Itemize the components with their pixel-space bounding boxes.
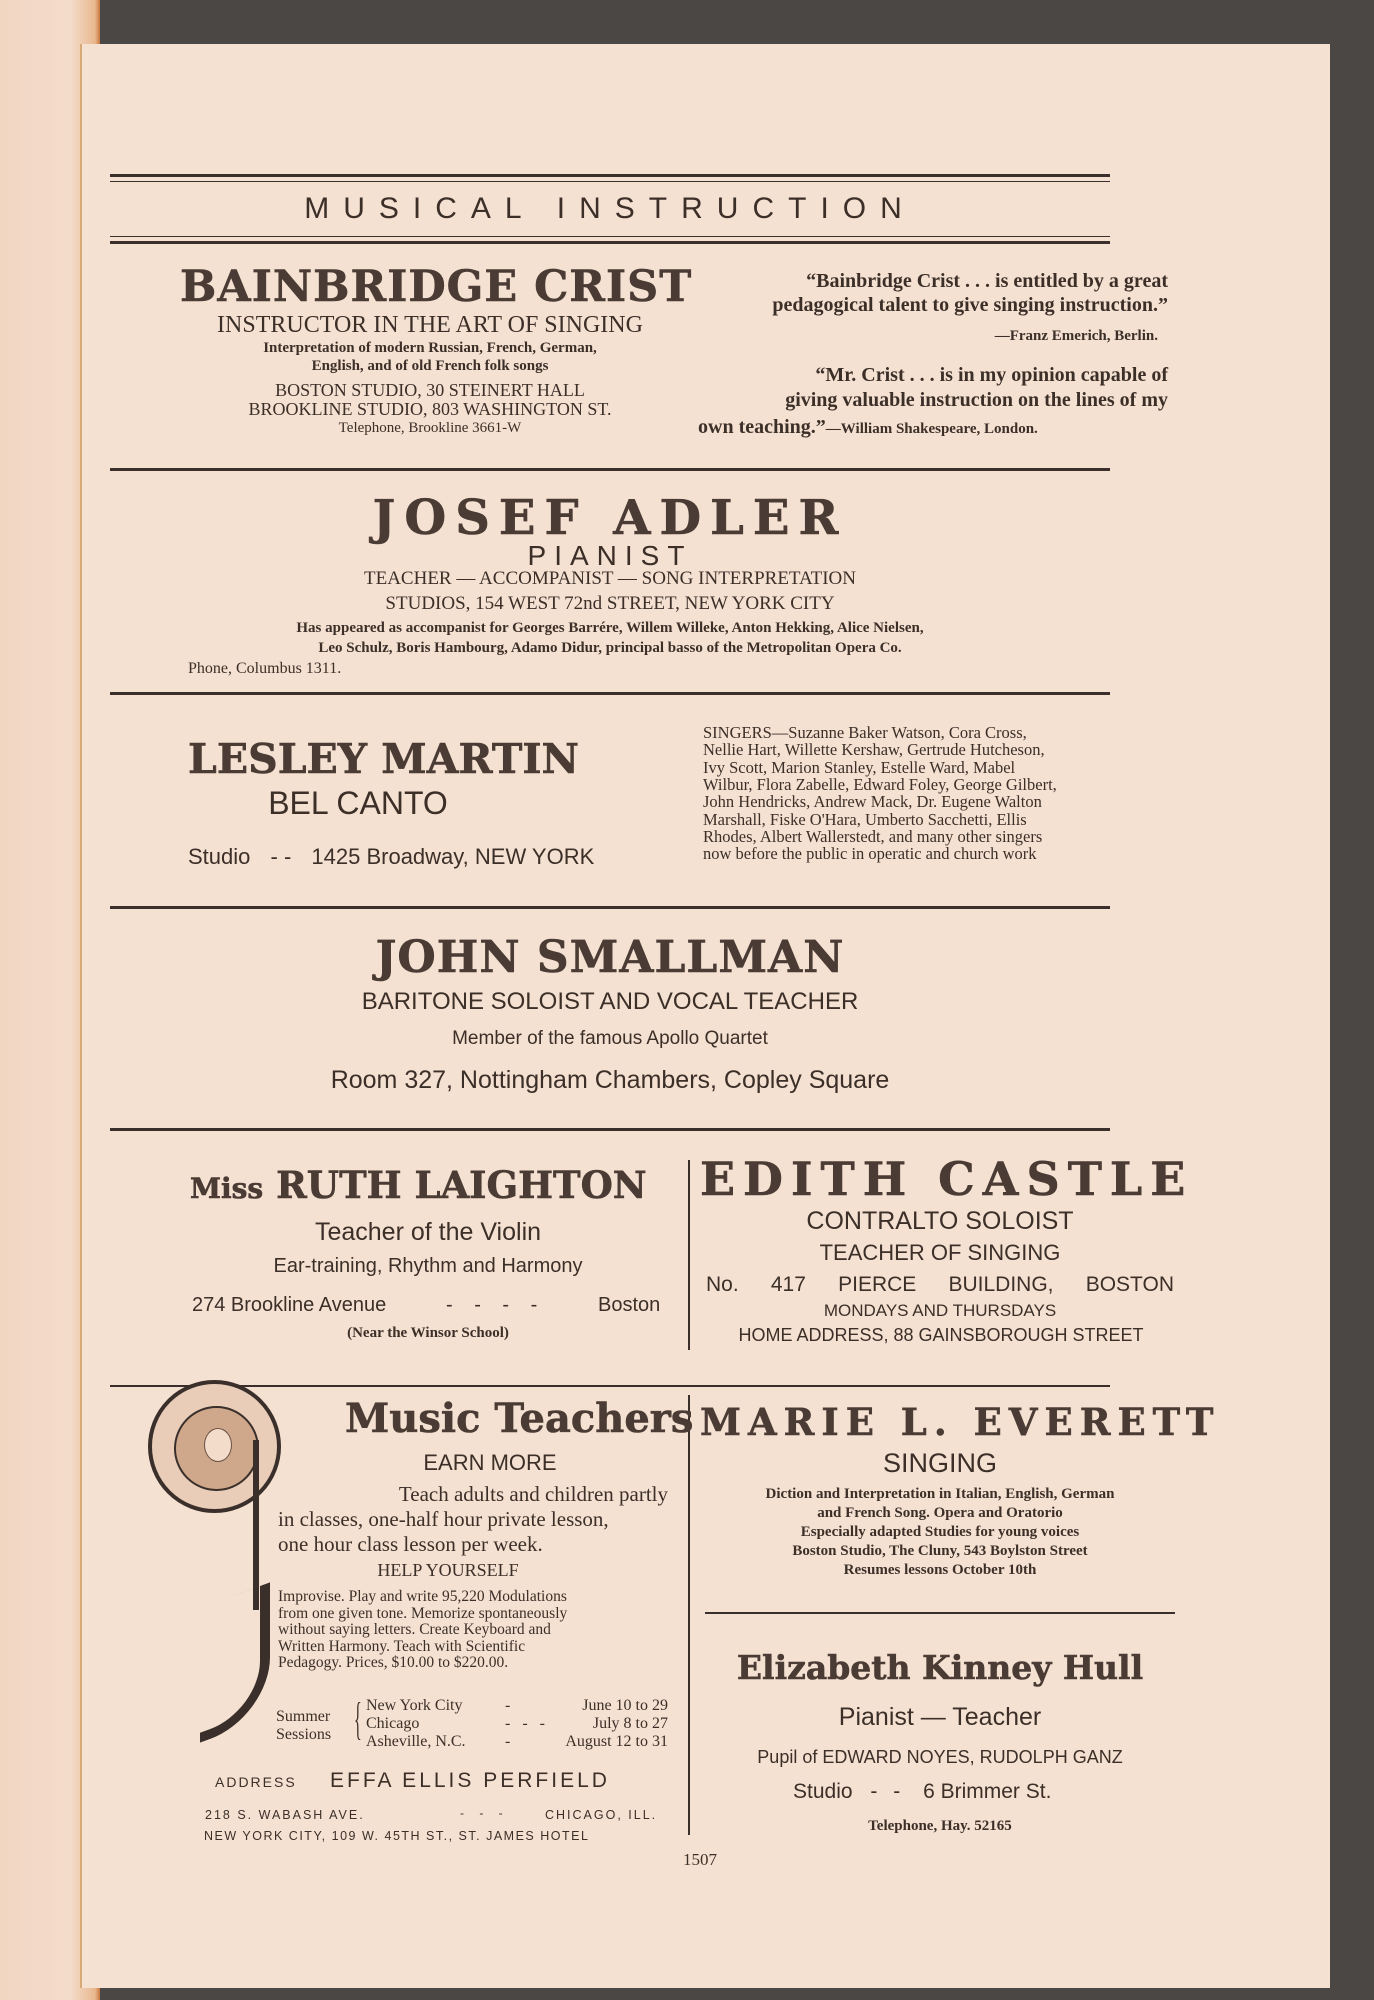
header-rule-top <box>110 174 1110 177</box>
laighton-title: Teacher of the Violin <box>314 1218 542 1246</box>
crist-phone: Telephone, Brookline 3661-W <box>338 420 522 436</box>
session-dates: July 8 to 27 <box>592 1714 668 1732</box>
sessions-dates <box>530 1697 668 1751</box>
smallman-title: BARITONE SOLOIST AND VOCAL TEACHER <box>361 988 859 1015</box>
hull-phone: Telephone, Hay. 52165 <box>868 1818 1012 1834</box>
header-rule-top-thin <box>110 181 1110 182</box>
music-note-stem <box>253 1440 259 1610</box>
divider-3 <box>110 906 1110 909</box>
session-city: Chicago <box>366 1714 420 1732</box>
crist-quote-1a: “Bainbridge Crist . . . is entitled by a great <box>806 270 1168 292</box>
sessions-label: Sessions <box>276 1725 332 1743</box>
hull-studio-dashes: - - <box>870 1780 906 1803</box>
martin-singers-line: Rhodes, Albert Wallerstedt, and many other singers <box>703 826 1043 846</box>
session-city: New York City <box>366 1697 463 1714</box>
martin-name: LESLEY MARTIN <box>188 735 580 783</box>
hull-studio-address: 6 Brimmer St. <box>923 1780 1052 1803</box>
perfield-addr-1-dashes: - - - <box>460 1806 509 1820</box>
crist-title: INSTRUCTOR IN THE ART OF SINGING <box>217 312 643 338</box>
laighton-city: Boston <box>598 1294 661 1316</box>
crist-desc-1: Interpretation of modern Russian, French, German, <box>263 340 597 356</box>
session-city: Asheville, N.C. <box>366 1732 466 1750</box>
adler-studios: STUDIOS, 154 WEST 72nd STREET, NEW YORK CITY <box>385 593 835 614</box>
laighton-name: RUTH LAIGHTON <box>276 1163 647 1207</box>
divider-1 <box>110 468 1110 471</box>
martin-studio-label: Studio <box>188 844 251 869</box>
laighton-prefix: Miss <box>190 1172 264 1205</box>
martin-singers-line: Ivy Scott, Marion Stanley, Estelle Ward, Mabel <box>703 757 1016 777</box>
perfield-address-name: EFFA ELLIS PERFIELD <box>330 1769 610 1792</box>
divider-5 <box>110 1385 1110 1387</box>
castle-subtitle: TEACHER OF SINGING <box>819 1240 1061 1265</box>
perfield-sub: EARN MORE <box>423 1450 557 1475</box>
perfield-headline: Music Teachers <box>345 1395 694 1442</box>
session-dates: August 12 to 31 <box>565 1732 668 1750</box>
adler-line-2: Leo Schulz, Boris Hambourg, Adamo Didur, principal basso of the Metropolitan Opera Co. <box>318 640 902 656</box>
header-rule-bottom-thin <box>110 236 1110 237</box>
crist-studio-1: BOSTON STUDIO, 30 STEINERT HALL <box>275 380 585 400</box>
perfield-p2: in classes, one-half hour private lesson, <box>278 1507 609 1531</box>
laighton-dashes: - - - - <box>446 1294 546 1316</box>
everett-line-1: Diction and Interpretation in Italian, English, German <box>765 1486 1115 1502</box>
session-dash: - <box>505 1697 515 1714</box>
header-rule-bottom <box>110 241 1110 244</box>
crist-quote-2c <box>698 416 1038 439</box>
castle-address: No. 417 PIERCE BUILDING, BOSTON <box>706 1273 1174 1296</box>
martin-singers-line: Wilbur, Flora Zabelle, Edward Foley, George Gilbert, <box>703 774 1057 794</box>
perfield-desc-line: Pedagogy. Prices, $10.00 to $220.00. <box>278 1654 509 1672</box>
hull-studio-label: Studio <box>793 1780 853 1803</box>
crist-desc-2: English, and of old French folk songs <box>311 358 549 374</box>
column-divider-upper <box>688 1160 690 1350</box>
perfield-addr-1-city: CHICAGO, ILL. <box>545 1808 658 1822</box>
castle-days: MONDAYS AND THURSDAYS <box>823 1301 1057 1320</box>
crist-studio-2: BROOKLINE STUDIO, 803 WASHINGTON ST. <box>248 399 612 419</box>
smallman-member: Member of the famous Apollo Quartet <box>452 1028 768 1049</box>
column-divider-lower <box>688 1395 690 1835</box>
hull-pupil: Pupil of EDWARD NOYES, RUDOLPH GANZ <box>757 1747 1123 1767</box>
session-dates: June 10 to 29 <box>582 1697 668 1714</box>
crist-quote-2-source: —William Shakespeare, London. <box>825 421 1038 437</box>
adler-role: PIANIST <box>527 540 693 571</box>
hull-name: Elizabeth Kinney Hull <box>736 1648 1144 1687</box>
page-number: 1507 <box>683 1850 717 1869</box>
perfield-addr-2: NEW YORK CITY, 109 W. 45TH ST., ST. JAMES HOTEL <box>204 1829 590 1843</box>
crist-quote-2a: “Mr. Crist . . . is in my opinion capable of <box>815 364 1168 386</box>
perfield-help: HELP YOURSELF <box>377 1560 519 1580</box>
perfield-summer-sessions-label <box>276 1708 331 1743</box>
perfield-addr-1: 218 S. WABASH AVE. <box>205 1808 365 1822</box>
everett-title: SINGING <box>882 1448 997 1478</box>
right-column-rule <box>705 1612 1175 1614</box>
perfield-medallion-logo <box>148 1380 281 1513</box>
session-dash: - - - <box>505 1714 549 1732</box>
castle-home: HOME ADDRESS, 88 GAINSBOROUGH STREET <box>738 1325 1144 1345</box>
martin-studio-dashes: - - <box>270 844 292 869</box>
crist-quote-1-source: —Franz Emerich, Berlin. <box>994 328 1158 344</box>
martin-singers <box>703 724 1168 863</box>
castle-name: EDITH CASTLE <box>700 1152 1194 1206</box>
session-dash: - <box>505 1732 515 1750</box>
portrait-medallion <box>174 1406 259 1491</box>
adler-line-1: Has appeared as accompanist for Georges Barrére, Willem Willeke, Anton Hekking, Alice Nielsen, <box>296 620 924 636</box>
perfield-desc-line: without saying letters. Create Keyboard and <box>278 1621 551 1639</box>
perfield-desc-line: Written Harmony. Teach with Scientific <box>278 1637 526 1655</box>
adler-services: TEACHER — ACCOMPANIST — SONG INTERPRETATION <box>364 568 856 589</box>
divider-2 <box>110 692 1110 695</box>
sessions-brace: { <box>354 1693 362 1744</box>
martin-singers-line: Nellie Hart, Willette Kershaw, Gertrude Hutcheson, <box>703 740 1045 760</box>
crist-quote-2b: giving valuable instruction on the lines of my <box>785 389 1168 411</box>
crist-quote-2c-text: own teaching.” <box>698 416 826 438</box>
martin-singers-line: SINGERS—Suzanne Baker Watson, Cora Cross, <box>703 723 1027 742</box>
martin-singers-line: Marshall, Fiske O'Hara, Umberto Sacchetti, Ellis <box>703 809 1027 829</box>
hull-studio-line <box>793 1780 1051 1804</box>
laighton-subjects: Ear-training, Rhythm and Harmony <box>273 1255 583 1277</box>
summer-label: Summer <box>276 1708 331 1725</box>
laighton-name-line <box>190 1163 647 1207</box>
everett-line-4: Boston Studio, The Cluny, 543 Boylston Street <box>792 1543 1088 1559</box>
smallman-name: JOHN SMALLMAN <box>375 932 845 983</box>
crist-name: BAINBRIDGE CRIST <box>180 262 693 312</box>
hull-title: Pianist — Teacher <box>838 1703 1042 1731</box>
crist-quote-1b: pedagogical talent to give singing instruction.” <box>772 294 1168 316</box>
laighton-note: (Near the Winsor School) <box>347 1325 509 1341</box>
perfield-p3: one hour class lesson per week. <box>278 1532 543 1556</box>
perfield-p1: Teach adults and children partly <box>398 1482 668 1506</box>
perfield-description <box>278 1589 670 1672</box>
martin-singers-line: now before the public in operatic and church work <box>703 844 1037 864</box>
everett-name: MARIE L. EVERETT <box>700 1400 1221 1444</box>
everett-line-3: Especially adapted Studies for young voices <box>800 1524 1080 1540</box>
adler-phone: Phone, Columbus 1311. <box>188 660 342 677</box>
divider-4 <box>110 1128 1110 1131</box>
martin-subtitle: BEL CANTO <box>268 785 448 821</box>
everett-line-2: and French Song. Opera and Oratorio <box>817 1505 1063 1521</box>
martin-studio <box>188 844 594 870</box>
laighton-address: 274 Brookline Avenue <box>192 1294 387 1316</box>
portrait-face <box>204 1428 232 1462</box>
section-title: MUSICAL INSTRUCTION <box>304 192 916 225</box>
smallman-room: Room 327, Nottingham Chambers, Copley Square <box>330 1066 890 1094</box>
perfield-desc-line: Improvise. Play and write 95,220 Modulations <box>278 1588 567 1605</box>
perfield-desc-line: from one given tone. Memorize spontaneously <box>278 1604 568 1622</box>
martin-studio-address: 1425 Broadway, NEW YORK <box>311 844 595 869</box>
martin-singers-line: John Hendricks, Andrew Mack, Dr. Eugene Walton <box>703 792 1042 812</box>
sessions-cities <box>366 1697 466 1751</box>
adler-name: JOSEF ADLER <box>372 490 848 546</box>
perfield-address-label: ADDRESS <box>215 1774 297 1790</box>
everett-line-5: Resumes lessons October 10th <box>843 1562 1037 1578</box>
castle-title: CONTRALTO SOLOIST <box>806 1207 1074 1235</box>
